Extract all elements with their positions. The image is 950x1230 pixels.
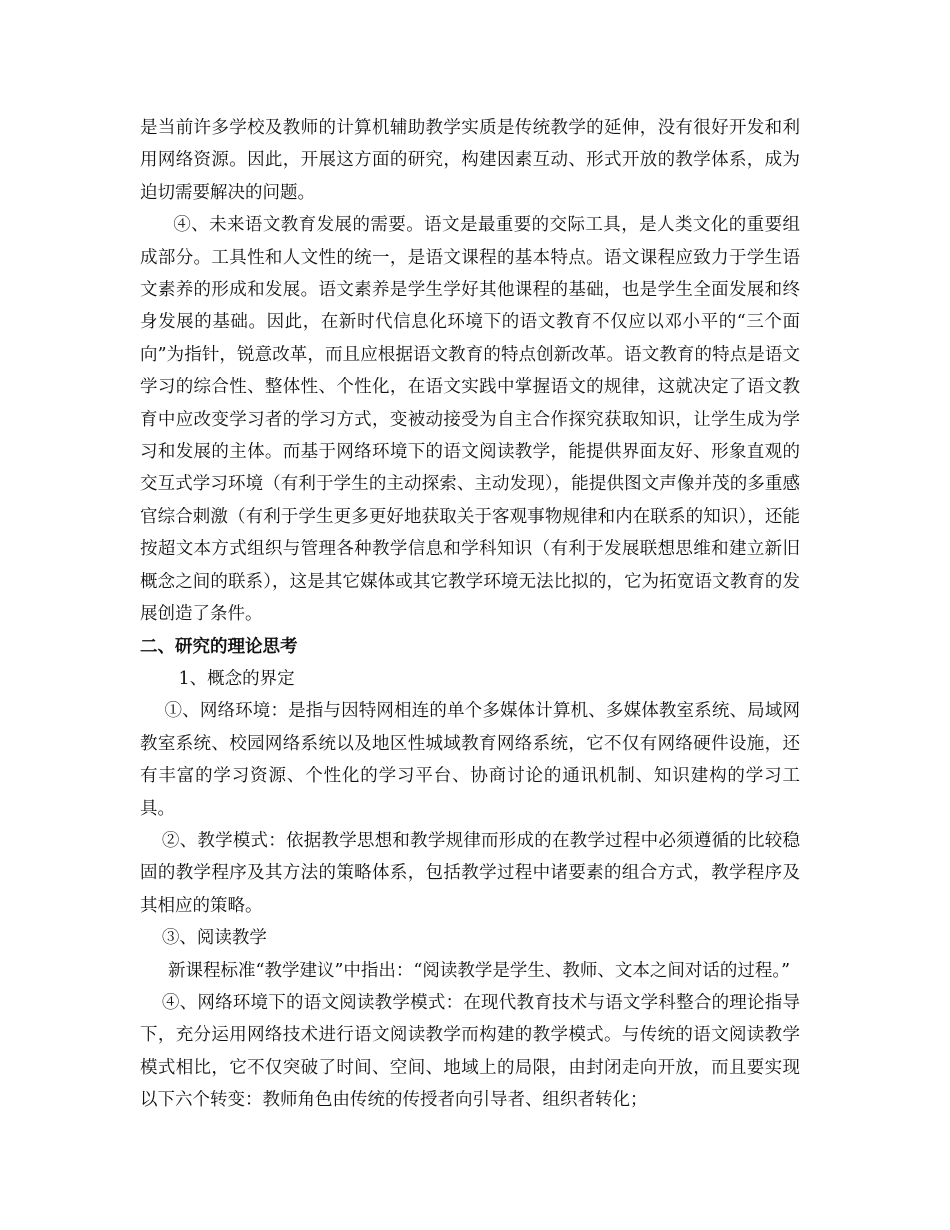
section-heading-theory: 二、研究的理论思考 — [140, 636, 298, 657]
paragraph-continued-intro: 是当前许多学校及教师的计算机辅助教学实质是传统教学的延伸，没有很好开发和利用网络资源。因此，开展这方面的研究，构建因素互动、形式开放的教学体系，成为迫切需要解决的问题。 — [140, 118, 800, 203]
paragraph-network-reading-model: ④、网络环境下的语文阅读教学模式：在现代教育技术与语文学科整合的理论指导下，充分运用网络技术进行语文阅读教学而构建的教学模式。与传统的语文阅读教学模式相比，它不仅突破了时间、空间、地域上的局限，由封闭走向开放，而且要实现以下六个转变：教师角色由传统的传授者向引导者、组织者转化； — [140, 992, 800, 1111]
paragraph-curriculum-standard-quote: 新课程标准“教学建议”中指出：“阅读教学是学生、教师、文本之间对话的过程。” — [168, 960, 791, 981]
subheading-concept-definition: 1、概念的界定 — [178, 668, 295, 689]
paragraph-network-environment: ①、网络环境：是指与因特网相连的单个多媒体计算机、多媒体教室系统、局域网教室系统、校园网络系统以及地区性城域教育网络系统，它不仅有网络硬件设施，还有丰富的学习资源、个性化的学习平台、协商讨论的通讯机制、知识建构的学习工具。 — [140, 701, 800, 819]
paragraph-future-chinese-education: ④、未来语文教育发展的需要。语文是最重要的交际工具，是人类文化的重要组成部分。工具性和人文性的统一，是语文课程的基本特点。语文课程应致力于学生语文素养的形成和发展。语文素养是学生学好其他课程的基础，也是学生全面发展和终身发展的基础。因此，在新时代信息化环境下的语文教育不仅应以邓小平的“三个面向”为指针，锐意改革，而且应根据语文教育的特点创新改革。语文教育的特点是语文学习的综合性、整体性、个性化，在语文实践中掌握语文的规律，这就决定了语文教育中应改变学习者的学习方式，变被动接受为自主合作探究获取知识，让学生成为学习和发展的主体。而基于网络环境下的语文阅读教学，能提供界面友好、形象直观的交互式学习环境（有利于学生的主动探索、主动发现），能提供图文声像并茂的多重感官综合刺激（有利于学生更多更好地获取关于客观事物规律和内在联系的知识），还能按超文本方式组织与管理各种教学信息和学科知识（有利于发展联想思维和建立新旧概念之间的联系），这是其它媒体或其它教学环境无法比拟的，它为拓宽语文教育的发展创造了条件。 — [140, 215, 800, 625]
paragraph-teaching-model: ②、教学模式：依据教学思想和教学规律而形成的在教学过程中必须遵循的比较稳固的教学程序及其方法的策略体系，包括教学过程中诸要素的组合方式，教学程序及其相应的策略。 — [140, 830, 800, 916]
subheading-reading-teaching: ③、阅读教学 — [161, 928, 267, 949]
document-body — [140, 112, 800, 1117]
